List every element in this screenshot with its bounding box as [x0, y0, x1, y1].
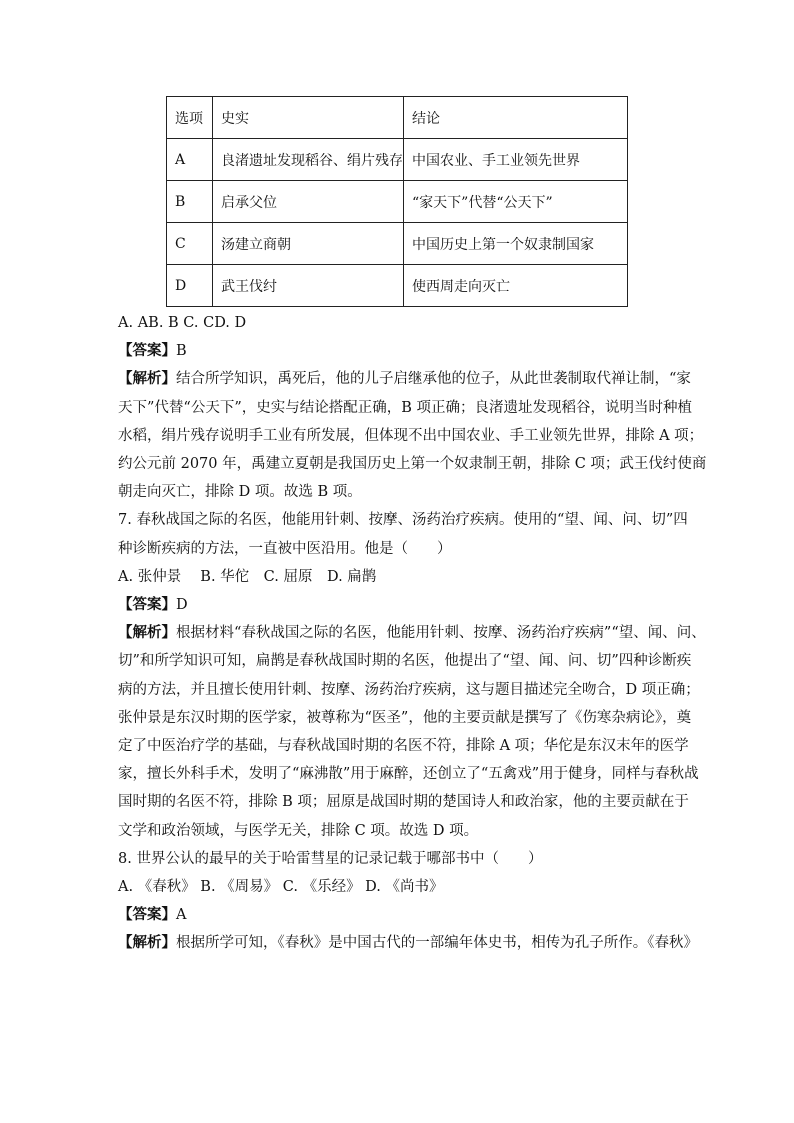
answer-value: D: [176, 597, 188, 614]
document-page: [118, 96, 707, 958]
table-cell: 中国农业、手工业领先世界: [404, 139, 628, 181]
q7-analysis-line: 国时期的名医不符，排除 B 项；屈原是战国时期的楚国诗人和政治家，他的主要贡献在于: [118, 794, 689, 811]
q8-answer: [118, 901, 688, 929]
q7-analysis-line: 病的方法，并且擅长使用针刺、按摩、汤药治疗疾病，这与题目描述完全吻合，D 项正确；: [118, 681, 700, 698]
q7-analysis-line: 定了中医治疗学的基础，与春秋战国时期的名医不符，排除 A 项；华佗是东汉末年的医学: [118, 738, 689, 755]
q6-options: A. AB. B C. CD. D: [118, 315, 247, 331]
answer-value: B: [176, 343, 187, 360]
answer-label: 【答案】: [118, 596, 176, 614]
q8-options: A. 《春秋》 B. 《周易》 C. 《乐经》 D. 《尚书》: [118, 879, 444, 896]
table-header-cell: 史实: [213, 97, 404, 139]
q6-analysis-line: 【解析】结合所学知识，禹死后，他的儿子启继承他的位子，从此世袭制取代禅让制，“家: [118, 370, 691, 388]
q7-analysis-line: 张仲景是东汉时期的医学家，被尊称为“医圣”，他的主要贡献是撰写了《伤寒杂病论》，奠: [118, 709, 692, 726]
table-row: [167, 223, 628, 265]
table-header-row: [167, 97, 628, 139]
q6-analysis-line: 约公元前 2070 年，禹建立夏朝是我国历史上第一个奴隶制王朝，排除 C 项；武王伐纣使商: [118, 456, 707, 473]
q7-analysis-line: 切”和所学知识可知，扁鹊是春秋战国时期的名医，他提出了“望、闻、问、切”四种诊断疾: [118, 653, 692, 670]
q6-answer: [118, 337, 688, 365]
q8-analysis-line: 【解析】根据所学可知，《春秋》是中国古代的一部编年体史书，相传为孔子所作。《春秋》: [118, 934, 698, 952]
q6-analysis-line: 水稻，绢片残存说明手工业有所发展，但体现不出中国农业、手工业领先世界，排除 A 项；: [118, 427, 704, 444]
table-cell: D: [167, 265, 213, 307]
analysis-label: 【解析】: [118, 370, 176, 388]
answer-label: 【答案】: [118, 906, 176, 924]
q7-question-line: 种诊断疾病的方法，一直被中医沿用。他是（ ）: [118, 540, 452, 557]
analysis-label: 【解析】: [118, 624, 176, 642]
q8-question: 8. 世界公认的最早的关于哈雷彗星的记录记载于哪部书中（ ）: [118, 850, 543, 867]
q7-analysis-line: 家，擅长外科手术，发明了“麻沸散”用于麻醉，还创立了“五禽戏”用于健身，同样与春秋战: [118, 766, 699, 783]
q7-analysis-line: 文学和政治领域，与医学无关，排除 C 项。故选 D 项。: [118, 822, 479, 839]
analysis-label: 【解析】: [118, 934, 176, 952]
table-header-cell: 选项: [167, 97, 213, 139]
q6-analysis-line: 朝走向灭亡，排除 D 项。故选 B 项。: [118, 484, 362, 501]
q6-analysis-line: 天下”代替“公天下”，史实与结论搭配正确，B 项正确；良渚遗址发现稻谷，说明当时种植: [118, 399, 692, 416]
table-cell: 使西周走向灭亡: [404, 265, 628, 307]
q7-analysis-line: 【解析】根据材料“春秋战国之际的名医，他能用针刺、按摩、汤药治疗疾病”“望、闻、问、: [118, 624, 706, 642]
table-cell: 启承父位: [213, 181, 404, 223]
table-cell: B: [167, 181, 213, 223]
table-cell: A: [167, 139, 213, 181]
table-cell: 中国历史上第一个奴隶制国家: [404, 223, 628, 265]
table-cell: C: [167, 223, 213, 265]
q7-options: A. 张仲景 B. 华佗 C. 屈原 D. 扁鹊: [118, 568, 377, 585]
table-cell: 汤建立商朝: [213, 223, 404, 265]
options-table: [166, 96, 628, 307]
table-cell: 良渚遗址发现稻谷、绢片残存: [213, 139, 404, 181]
table-cell: 武王伐纣: [213, 265, 404, 307]
table-row: [167, 139, 628, 181]
table-row: [167, 265, 628, 307]
table-row: [167, 181, 628, 223]
table-cell: “家天下”代替“公天下”: [404, 181, 628, 223]
table-header-cell: 结论: [404, 97, 628, 139]
q7-question-line: 7. 春秋战国之际的名医，他能用针刺、按摩、汤药治疗疾病。使用的“望、闻、问、切”四: [118, 512, 688, 529]
answer-label: 【答案】: [118, 342, 176, 360]
q7-answer: [118, 591, 688, 619]
answer-value: A: [176, 907, 187, 924]
